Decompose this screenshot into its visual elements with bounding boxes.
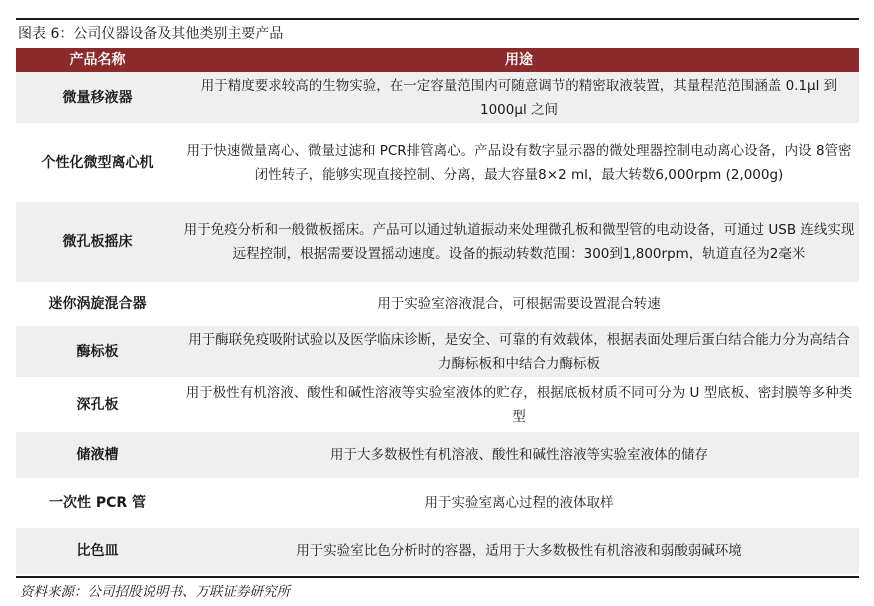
product-use: 用于快速微量离心、微量过滤和 PCR排管离心。产品设有数字显示器的微处理器控制电动离心设备，内设 8管密闭性转子，能够实现直接控制、分离，最大容量8×2 ml，最大转数6,000rpm (2,000g) (186, 142, 852, 183)
product-use: 用于大多数极性有机溶液、酸性和碱性溶液等实验室液体的储存 (330, 447, 708, 463)
product-name: 微孔板摇床 (62, 234, 133, 250)
product-name: 深孔板 (76, 396, 119, 413)
table-row (16, 480, 859, 528)
product-name: 微量移液器 (62, 89, 133, 106)
header-use: 用途 (505, 52, 533, 68)
table-row (16, 528, 859, 576)
figure-caption: 图表 6：公司仪器设备及其他类别主要产品 (18, 26, 284, 42)
product-use: 用于实验室溶液混合，可根据需要设置混合转速 (377, 296, 661, 312)
product-name: 迷你涡旋混合器 (48, 296, 147, 312)
product-name: 酶标板 (76, 343, 119, 360)
product-name: 一次性 PCR 管 (48, 495, 147, 511)
product-use: 用于实验室比色分析时的容器，适用于大多数极性有机溶液和弱酸弱碱环境 (296, 543, 742, 559)
table-row (16, 202, 859, 284)
product-use: 用于实验室离心过程的液体取样 (424, 495, 614, 511)
table-row (16, 72, 859, 125)
product-use: 用于精度要求较高的生物实验，在一定容量范围内可随意调节的精密取液装置，其量程范范围涵盖 0.1μl 到 1000μl 之间 (200, 77, 838, 118)
source-note: 资料来源：公司招股说明书、万联证券研究所 (20, 584, 290, 600)
table-row (16, 326, 859, 379)
table-figure (16, 18, 859, 606)
product-use: 用于极性有机溶液、酸性和碱性溶液等实验室液体的贮存，根据底板材质不同可分为 U 型底板、密封膜等多种类型 (185, 384, 853, 425)
table-row (16, 432, 859, 480)
product-name: 储液槽 (76, 447, 119, 463)
product-use: 用于免疫分析和一般微板摇床。产品可以通过轨道振动来处理微孔板和微型管的电动设备，可通过 USB 连线实现远程控制，根据需要设置摇动速度。设备的振动转数范围：300到1,800rpm，轨道直径为2毫米 (183, 222, 855, 262)
table-header (16, 48, 859, 72)
table-row (16, 284, 859, 326)
table-row (16, 125, 859, 202)
product-name: 比色皿 (76, 543, 119, 559)
product-name: 个性化微型离心机 (41, 154, 154, 171)
product-use: 用于酶联免疫吸附试验以及医学临床诊断，是安全、可靠的有效载体，根据表面处理后蛋白结合能力分为高结合力酶标板和中结合力酶标板 (188, 331, 850, 372)
table-row (16, 379, 859, 432)
header-product-name: 产品名称 (69, 52, 126, 68)
